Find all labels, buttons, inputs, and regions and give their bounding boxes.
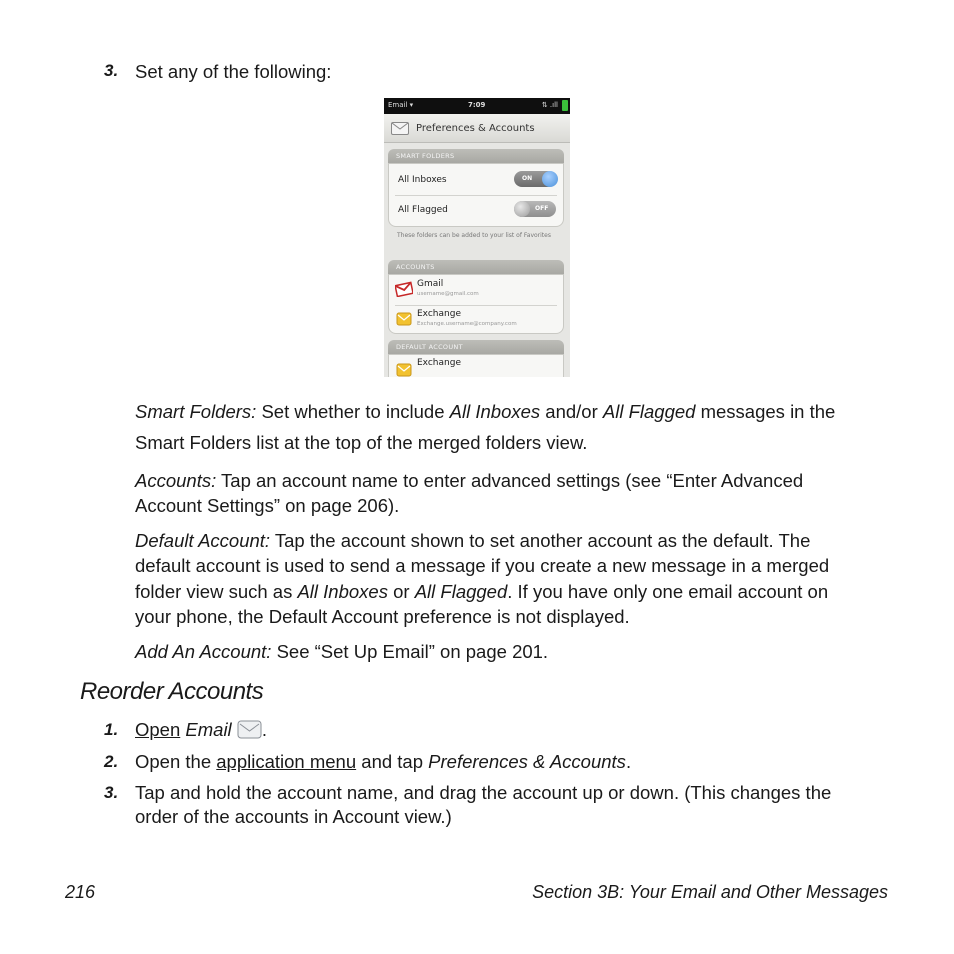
step-3-line2: order of the accounts in Account view.) <box>135 806 452 827</box>
add-account-paragraph <box>135 639 548 664</box>
text: . <box>625 751 632 772</box>
status-bar <box>384 98 570 114</box>
step-3-line1: Tap and hold the account name, and drag the account up or down. (This changes the <box>135 782 832 803</box>
section-footer: Section 3B: Your Email and Other Messages <box>532 882 888 902</box>
emphasis: Preferences & Accounts <box>428 751 626 772</box>
email-app-icon <box>237 720 262 739</box>
toggle-knob <box>514 201 530 217</box>
text: messages in the <box>695 401 836 422</box>
default-account-line2: default account is used to send a message if you create a new message in a merged <box>135 555 830 576</box>
text: and/or <box>540 401 603 422</box>
emphasis: All Flagged <box>602 401 696 422</box>
envelope-icon <box>391 122 409 135</box>
section-heading: Reorder Accounts <box>80 678 264 705</box>
term: Accounts: <box>135 470 217 491</box>
status-time: 7:09 <box>468 101 486 109</box>
title-bar <box>384 114 570 143</box>
text: See “Set Up Email” on page 201. <box>271 641 549 662</box>
text: Tap an account name to enter advanced settings (see “Enter Advanced <box>216 470 804 491</box>
preferences-screenshot <box>384 98 570 377</box>
accounts-paragraph <box>135 468 803 493</box>
email-label: Email <box>185 719 232 740</box>
status-app-menu: Email ▾ <box>388 101 414 109</box>
emphasis: All Inboxes <box>297 581 388 602</box>
step-number: 3. <box>104 783 119 802</box>
emphasis: All Flagged <box>414 581 508 602</box>
default-account-header <box>388 340 564 354</box>
smart-folders-line2: Smart Folders list at the top of the merged folders view. <box>135 432 588 453</box>
account-email: Exchange.username@company.com <box>417 321 517 327</box>
step-2 <box>135 749 631 774</box>
all-flagged-toggle[interactable] <box>514 201 556 217</box>
default-account-line3 <box>135 579 828 604</box>
account-email: username@gmail.com <box>417 291 479 297</box>
accounts-group <box>388 274 564 334</box>
all-flagged-label: All Flagged <box>398 205 448 215</box>
step-text: Set any of the following: <box>135 61 332 82</box>
step-1 <box>135 717 267 742</box>
step-number: 2. <box>104 752 119 771</box>
battery-icon <box>562 100 568 111</box>
default-account-line4: your phone, the Default Account preference is not displayed. <box>135 606 630 627</box>
accounts-header <box>388 260 564 274</box>
emphasis: All Inboxes <box>449 401 541 422</box>
account-row-gmail[interactable] <box>389 275 563 305</box>
account-name: Exchange <box>417 309 461 319</box>
step-number: 3. <box>104 61 119 80</box>
exchange-icon <box>396 311 412 327</box>
text: . If you have only one email account on <box>507 581 829 602</box>
toggle-on-text: ON <box>522 175 533 182</box>
text: Set whether to include <box>256 401 450 422</box>
text: Tap the account shown to set another account as the default. The <box>270 530 811 551</box>
open-link[interactable]: Open <box>135 719 181 740</box>
term: Add An Account: <box>135 641 272 662</box>
exchange-icon <box>396 362 412 377</box>
signal-icon: ⇅ .ıll <box>541 101 558 109</box>
smart-folders-header-label: SMART FOLDERS <box>396 152 455 160</box>
text: and tap <box>356 751 429 772</box>
text: or <box>387 581 415 602</box>
account-name: Gmail <box>417 279 444 289</box>
default-account-name: Exchange <box>417 358 461 368</box>
page-number: 216 <box>65 882 96 902</box>
step-number: 1. <box>104 720 119 739</box>
row-divider <box>395 195 557 196</box>
accounts-header-label: ACCOUNTS <box>396 263 435 271</box>
account-row-exchange[interactable] <box>389 306 563 334</box>
default-account-paragraph <box>135 528 810 553</box>
term: Default Account: <box>135 530 271 551</box>
default-account-group[interactable] <box>388 354 564 377</box>
folders-hint: These folders can be added to your list of Favorites <box>397 232 551 239</box>
text: . <box>261 719 267 740</box>
screen-title: Preferences & Accounts <box>416 123 535 134</box>
smart-folders-paragraph <box>135 399 835 424</box>
toggle-knob <box>542 171 558 187</box>
text: folder view such as <box>135 581 298 602</box>
all-inboxes-label: All Inboxes <box>398 175 447 185</box>
accounts-line2: Account Settings” on page 206). <box>135 495 400 516</box>
smart-folders-group <box>388 163 564 227</box>
smart-folders-header <box>388 149 564 163</box>
default-account-header-label: DEFAULT ACCOUNT <box>396 343 463 351</box>
all-inboxes-toggle[interactable] <box>514 171 556 187</box>
text: Open the <box>135 751 217 772</box>
toggle-off-text: OFF <box>535 205 549 212</box>
term: Smart Folders: <box>135 401 257 422</box>
application-menu-link[interactable]: application menu <box>216 751 357 772</box>
gmail-icon <box>395 281 413 297</box>
